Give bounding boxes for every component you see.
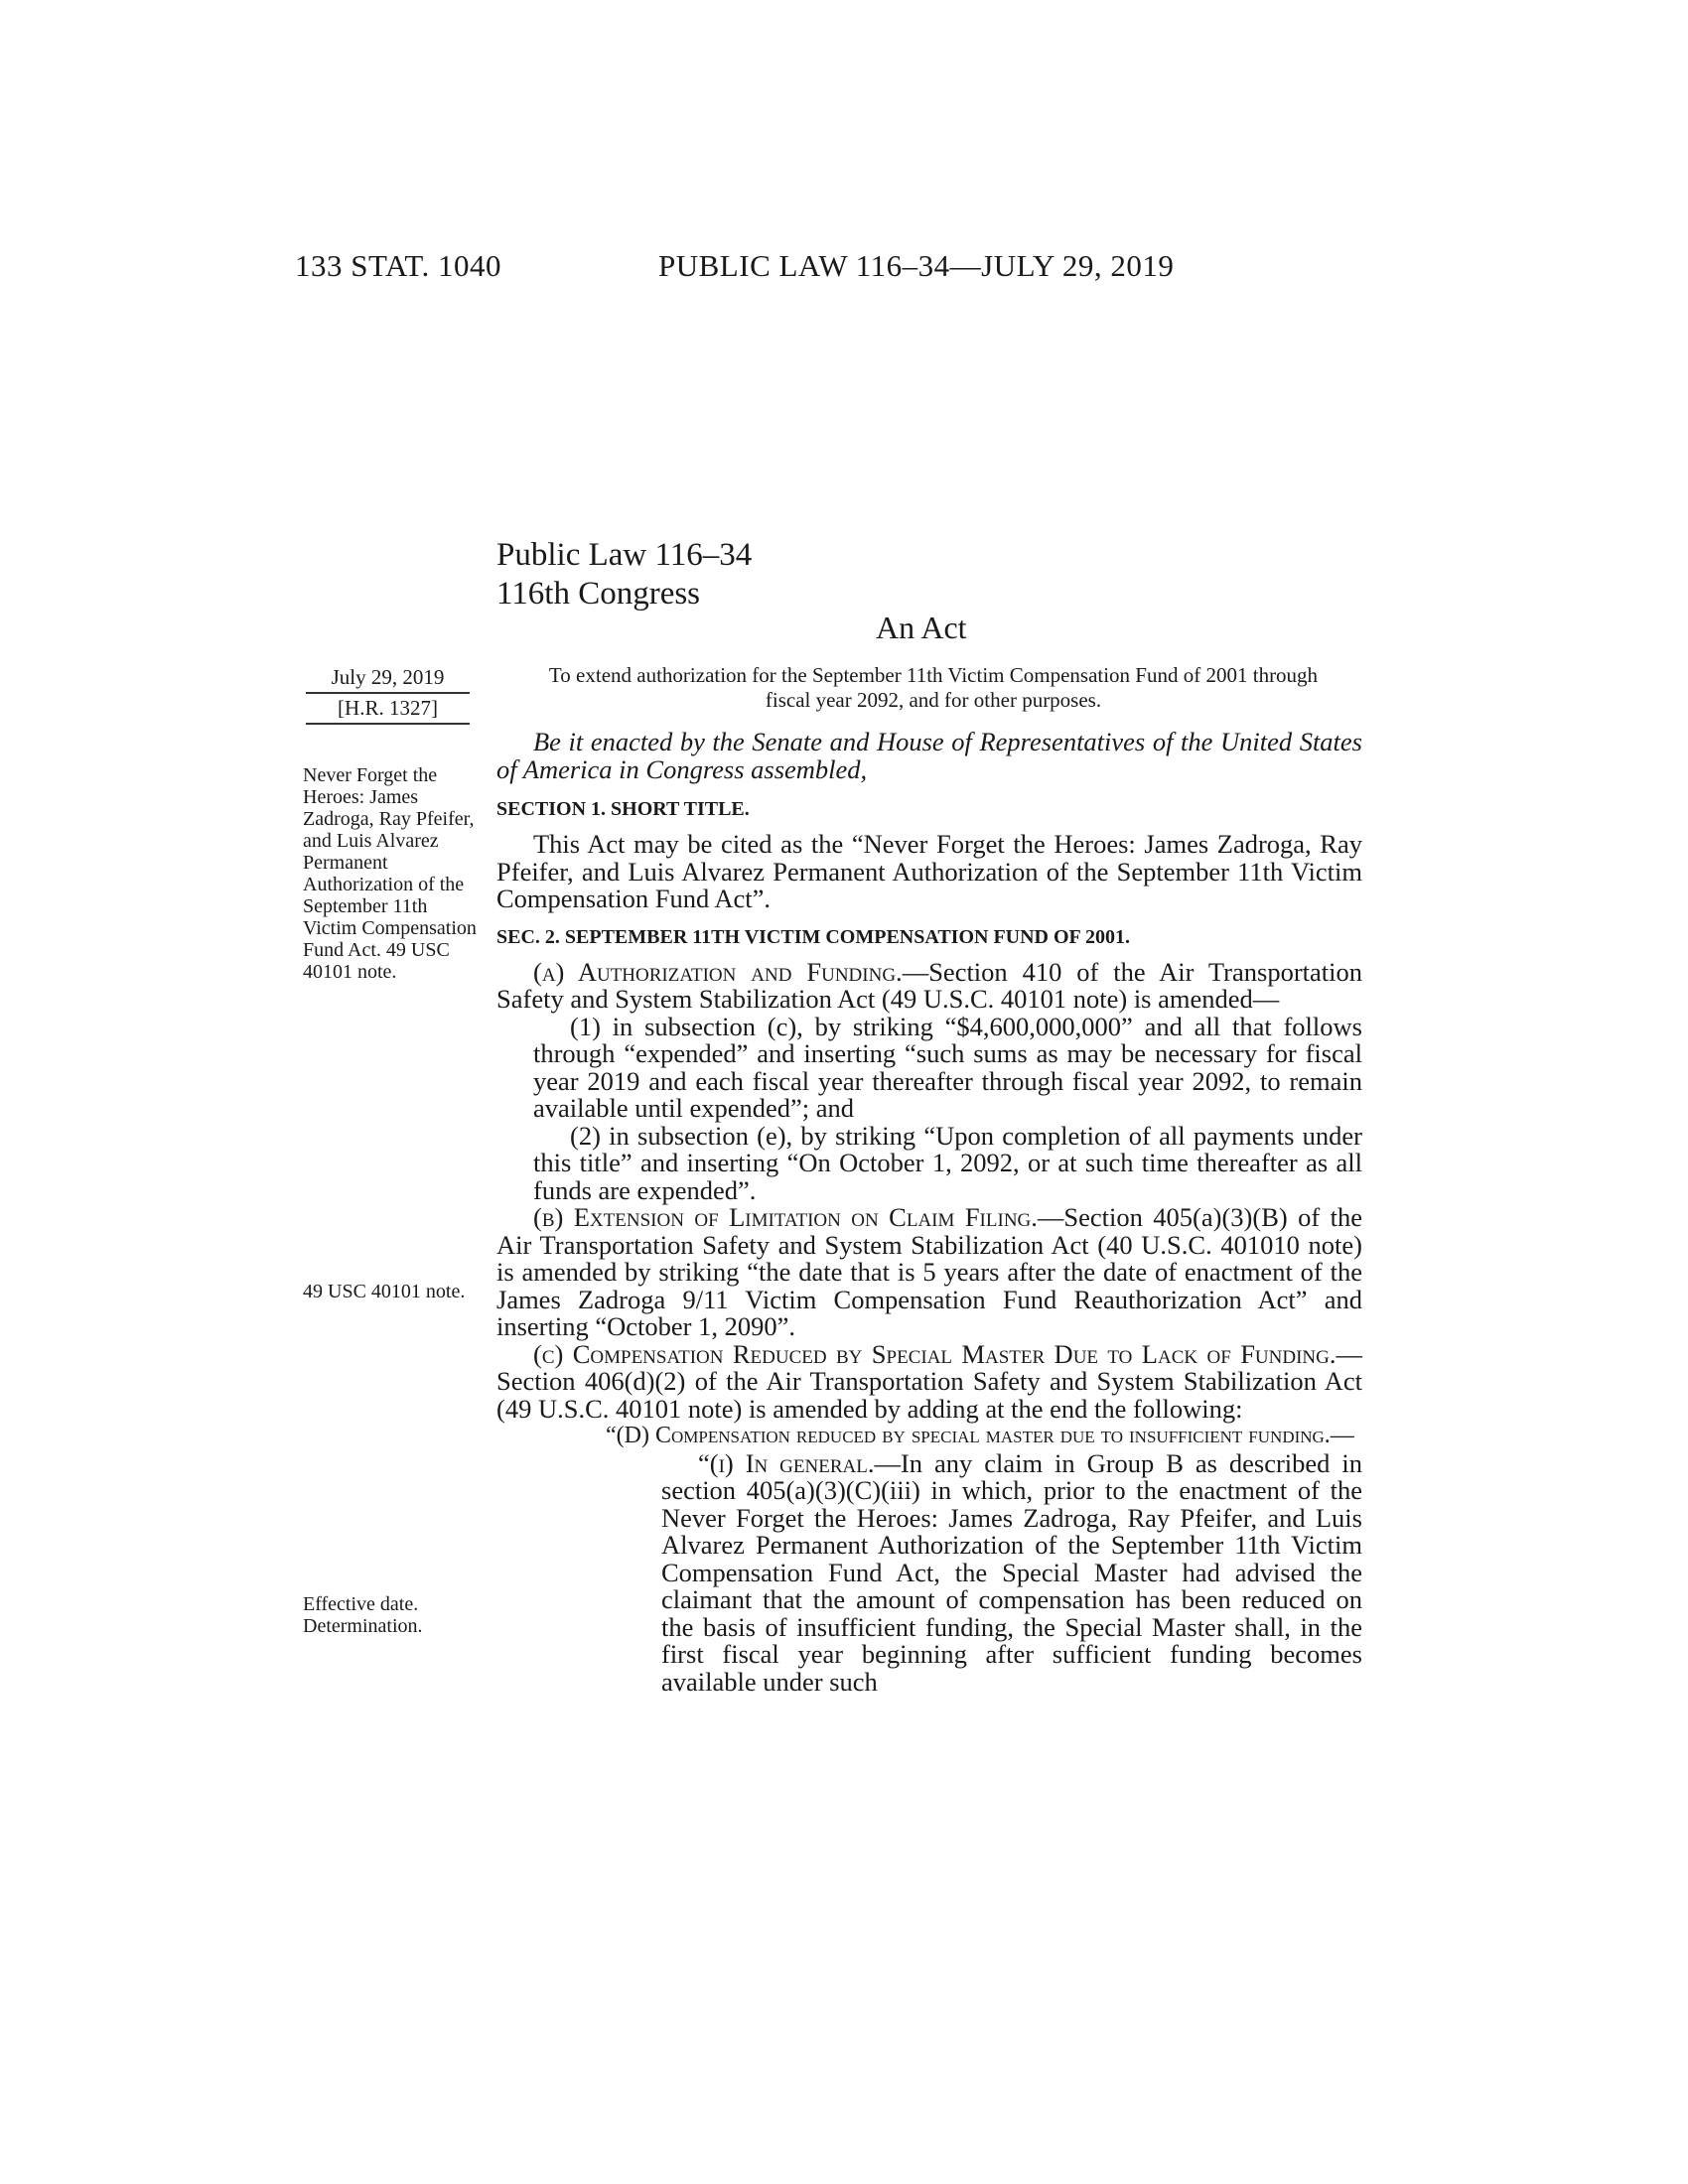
subsection-b xyxy=(496,1204,1362,1341)
act-body xyxy=(496,729,1362,1696)
divider xyxy=(306,723,470,725)
an-act-heading: An Act xyxy=(876,610,967,645)
subsection-b-label: (b) Extension of Limitation on Claim Filing. xyxy=(533,1202,1038,1232)
stat-reference: 133 STAT. 1040 xyxy=(295,248,502,283)
section-1-heading: SECTION 1. SHORT TITLE. xyxy=(496,798,750,820)
clause-i xyxy=(496,1447,1362,1697)
section-1-text: This Act may be cited as the “Never Forget the Heroes: James Zadroga, Ray Pfeifer, and Luis Alvarez Permanent Authorization of the September 11th Victim Compensation Fund Act”. xyxy=(496,829,1362,913)
clause-i-label: “(i) In general. xyxy=(698,1447,875,1478)
subparagraph-d-heading: “(D) Compensation reduced by special master due to insufficient funding.— xyxy=(606,1423,1354,1448)
margin-note-short-title: Never Forget the Heroes: James Zadroga, Ray Pfeifer, and Luis Alvarez Permanent Authorization of the September 11th Victim Compensation Fund Act. 49 USC 40101 note. xyxy=(303,764,477,983)
margin-date-block xyxy=(306,665,470,727)
divider xyxy=(306,692,470,694)
act-purpose: To extend authorization for the September 11th Victim Compensation Fund of 2001 through fiscal year 2092, and for other purposes. xyxy=(548,663,1319,712)
enactment-date: July 29, 2019 xyxy=(331,665,445,689)
subsection-a xyxy=(496,956,1363,1014)
public-law-number: Public Law 116–34 xyxy=(496,537,753,573)
subsection-a-text: —Section 410 of the Air Transportation Safety and System Stabilization Act (49 U.S.C. 40101 note) is amended— xyxy=(496,956,1363,1014)
subsection-a-label: (a) Authorization and Funding. xyxy=(533,956,903,987)
paragraph-a1: (1) in subsection (c), by striking “$4,600,000,000” and all that follows through “expended” and inserting “such sums as may be necessary for fiscal year 2019 and each fiscal year thereafter through fiscal year 2092, to remain available until expended”; and xyxy=(533,1011,1362,1123)
subsection-c-label: (c) Compensation Reduced by Special Master Due to Lack of Funding. xyxy=(533,1338,1336,1369)
law-title-block xyxy=(496,536,752,614)
page-header xyxy=(295,248,1174,284)
law-reference: PUBLIC LAW 116–34—JULY 29, 2019 xyxy=(658,248,1175,283)
subsection-c-text: —Section 406(d)(2) of the Air Transportation Safety and System Stabilization Act (49 U.S.C. 40101 note) is amended by adding at the end the following: xyxy=(496,1338,1362,1424)
congress-number: 116th Congress xyxy=(496,576,701,612)
subsection-b-text: —Section 405(a)(3)(B) of the Air Transportation Safety and System Stabilization Act (40 U.S.C. 401010 note) is amended by striking “the date that is 5 years after the date of enactment of the James Zadroga 9/11 Victim Compensation Fund Reauthorization Act” and inserting “October 1, 2090”. xyxy=(496,1202,1362,1341)
margin-note-usc: 49 USC 40101 note. xyxy=(303,1281,466,1302)
clause-i-text: —In any claim in Group B as described in section 405(a)(3)(C)(iii) in which, prior to the enactment of the Never Forget the Heroes: James Zadroga, Ray Pfeifer, and Luis Alvarez Permanent Authorization of the September 11th Victim Compensation Fund Act, the Special Master had advised the claimant that the amount of compensation has been reduced on the basis of insufficient funding, the Special Master shall, in the first fiscal year beginning after sufficient funding becomes available under such xyxy=(661,1447,1362,1697)
paragraph-a2: (2) in subsection (e), by striking “Upon completion of all payments under this title” and inserting “On October 1, 2092, or at such time thereafter as all funds are expended”. xyxy=(533,1120,1362,1205)
subsection-c xyxy=(496,1338,1362,1424)
section-2-heading: SEC. 2. SEPTEMBER 11TH VICTIM COMPENSATION FUND OF 2001. xyxy=(496,925,1131,948)
bill-number: [H.R. 1327] xyxy=(338,696,438,720)
margin-note-effective-date: Effective date. Determination. xyxy=(303,1593,423,1637)
enacting-clause: Be it enacted by the Senate and House of Representatives of the United States of America in Congress assembled, xyxy=(496,727,1362,784)
